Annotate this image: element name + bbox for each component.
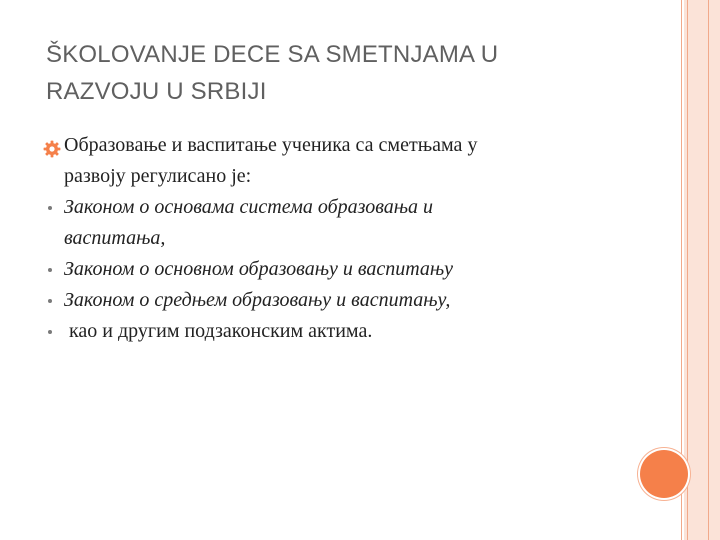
decorative-border-line	[687, 0, 688, 540]
dot-bullet-icon	[48, 268, 52, 272]
decorative-border-line	[708, 0, 709, 540]
list-item	[44, 192, 624, 254]
list-item-text: Законом о средњем образовању и васпитању,	[64, 289, 451, 311]
slide-title-line: ŠKOLOVANJE DECE SA SMETNJAMA U	[46, 41, 499, 68]
dot-bullet-icon	[48, 330, 52, 334]
dot-bullet-icon	[48, 299, 52, 303]
list-item-text: као и другим подзаконским актима.	[69, 320, 373, 342]
decorative-border-band	[684, 0, 720, 540]
list-item	[44, 130, 624, 192]
slide-title	[46, 36, 646, 110]
gear-bullet-icon	[43, 137, 61, 155]
list-item-text: Законом о основном образовању и васпитању	[64, 258, 454, 280]
decorative-circle	[640, 450, 688, 498]
bullet-list	[44, 130, 624, 347]
list-item	[44, 316, 624, 347]
list-item	[44, 285, 624, 316]
slide-title-line: RAZVOJU U SRBIJI	[46, 78, 267, 105]
list-item-text: Образовање и васпитање ученика са сметњама у	[64, 134, 478, 156]
list-item-text: васпитања,	[64, 227, 166, 249]
list-item-text: развоју регулисано је:	[64, 165, 252, 187]
dot-bullet-icon	[48, 206, 52, 210]
list-item-text: Законом о основама система образовања и	[64, 196, 433, 218]
list-item	[44, 254, 624, 285]
